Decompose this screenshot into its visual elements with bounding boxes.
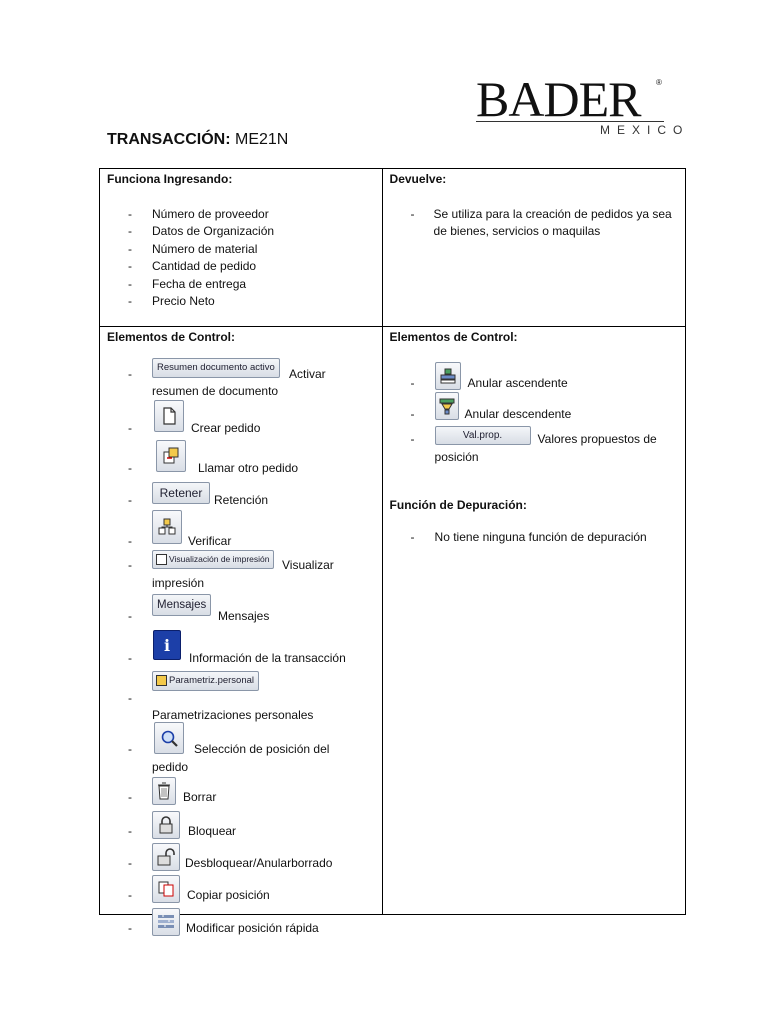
print-preview-button-label: Visualización de impresión bbox=[169, 554, 270, 564]
item-label: Copiar posición bbox=[187, 888, 270, 902]
inputs-header: Funciona Ingresando: bbox=[107, 172, 233, 186]
list-item: - Desbloquear/Anularborrado bbox=[100, 843, 370, 877]
trash-icon[interactable] bbox=[152, 777, 176, 805]
logo-registered-mark: ® bbox=[656, 78, 662, 87]
svg-text:i: i bbox=[163, 636, 171, 655]
item-label: Mensajes bbox=[218, 609, 270, 623]
item-label: Visualizar bbox=[282, 558, 334, 572]
returns-description: - Se utiliza para la creación de pedidos ya sea de bienes, servicios o maquilas bbox=[383, 206, 685, 241]
call-other-order-icon[interactable] bbox=[156, 440, 186, 472]
unlock-icon[interactable] bbox=[152, 843, 180, 871]
list-item: - Parametriz.personal Parametrizaciones personales bbox=[100, 671, 370, 721]
control-elements-right-cell: Elementos de Control: - Anular ascendente - Anular descendente - Val.prop. Valores propuestos de posición Función de Depuración: - No tiene ninguna función de depuración bbox=[382, 327, 685, 915]
logo-subtitle: MEXICO bbox=[600, 123, 690, 137]
item-label-cont: posición bbox=[434, 450, 479, 464]
debug-header: Función de Depuración: bbox=[389, 498, 527, 512]
list-item: - Copiar posición bbox=[100, 875, 370, 909]
list-item: - Bloquear bbox=[100, 811, 370, 845]
summary-document-button[interactable]: Resumen documento activo bbox=[152, 358, 280, 378]
list-item: - Llamar otro pedido bbox=[100, 440, 370, 476]
transaction-code: ME21N bbox=[235, 131, 289, 148]
item-label-cont: pedido bbox=[152, 760, 189, 774]
item-label: Valores propuestos de bbox=[537, 432, 657, 446]
returns-cell bbox=[382, 169, 685, 327]
table-row bbox=[100, 327, 686, 915]
select-position-icon[interactable] bbox=[154, 722, 184, 754]
info-icon[interactable] bbox=[153, 630, 181, 660]
quick-edit-icon[interactable] bbox=[152, 908, 180, 936]
transaction-table bbox=[99, 168, 686, 935]
item-label-cont: impresión bbox=[152, 576, 205, 590]
list-item: - Datos de Organización bbox=[100, 223, 382, 240]
returns-line-2: de bienes, servicios o maquilas bbox=[433, 224, 601, 239]
item-label: Anular ascendente bbox=[467, 376, 568, 390]
logo-wordmark: BADER bbox=[476, 71, 641, 127]
item-label: Modificar posición rápida bbox=[186, 921, 319, 935]
control-elements-header: Elementos de Control: bbox=[389, 330, 518, 344]
page-title bbox=[107, 131, 288, 149]
sort-ascending-icon[interactable] bbox=[435, 362, 461, 390]
item-label: Bloquear bbox=[188, 824, 237, 838]
item-label: Anular descendente bbox=[464, 407, 572, 421]
list-item: - Precio Neto bbox=[100, 293, 382, 310]
check-icon[interactable] bbox=[152, 510, 182, 544]
settings-icon bbox=[156, 675, 167, 686]
item-label: Crear pedido bbox=[191, 421, 261, 435]
list-item: - Modificar posición rápida bbox=[100, 908, 370, 942]
control-elements-header: Elementos de Control: bbox=[107, 330, 236, 344]
list-item: - Visualización de impresión Visualizar impresión bbox=[100, 550, 370, 594]
print-preview-button[interactable] bbox=[152, 550, 274, 569]
item-label: Información de la transacción bbox=[189, 651, 346, 665]
item-label: Selección de posición del bbox=[194, 742, 330, 756]
list-item: - Selección de posición del pedido bbox=[100, 722, 370, 770]
item-label: Desbloquear/Anularborrado bbox=[185, 856, 333, 870]
list-item: - Resumen documento activo Activar resumen de documento bbox=[100, 358, 370, 398]
table-row bbox=[100, 169, 686, 327]
logo-divider bbox=[476, 121, 664, 122]
item-label: Borrar bbox=[183, 790, 217, 804]
returns-header: Devuelve: bbox=[389, 172, 447, 186]
list-item: - Fecha de entrega bbox=[100, 276, 382, 293]
hold-button[interactable]: Retener bbox=[152, 482, 210, 504]
list-item: - i Información de la transacción bbox=[100, 630, 370, 670]
list-item: - Anular ascendente bbox=[383, 362, 678, 396]
item-label-cont: resumen de documento bbox=[152, 384, 279, 398]
control-elements-left-cell bbox=[100, 327, 383, 935]
list-item: - Mensajes Mensajes bbox=[100, 593, 370, 629]
lock-icon[interactable] bbox=[152, 811, 180, 839]
list-item: - Número de material bbox=[100, 241, 382, 258]
list-item: - Retener Retención bbox=[100, 480, 370, 510]
title-label: TRANSACCIÓN: bbox=[107, 131, 231, 148]
item-label: Retención bbox=[214, 493, 269, 507]
item-label: Parametrizaciones personales bbox=[152, 708, 314, 722]
list-item: - Número de proveedor bbox=[100, 206, 382, 223]
list-item: - Verificar bbox=[100, 510, 370, 550]
item-label: Activar bbox=[289, 367, 326, 381]
copy-icon[interactable] bbox=[152, 875, 180, 903]
item-label: Llamar otro pedido bbox=[198, 461, 299, 475]
print-preview-icon bbox=[156, 554, 167, 565]
company-logo bbox=[476, 71, 698, 140]
list-item: - Val.prop. Valores propuestos de posición bbox=[383, 426, 678, 470]
list-item: - Crear pedido bbox=[100, 400, 370, 436]
debug-item-label: No tiene ninguna función de depuración bbox=[434, 530, 647, 544]
create-document-icon[interactable] bbox=[154, 400, 184, 432]
list-item: - Anular descendente bbox=[383, 392, 678, 426]
messages-button[interactable]: Mensajes bbox=[152, 594, 211, 616]
inputs-list bbox=[100, 206, 382, 310]
list-item: - Borrar bbox=[100, 777, 370, 811]
personal-settings-button-label: Parametriz.personal bbox=[169, 675, 255, 686]
proposed-values-button[interactable]: Val.prop. bbox=[435, 426, 531, 445]
personal-settings-button[interactable] bbox=[152, 671, 259, 691]
inputs-cell bbox=[100, 169, 383, 327]
item-label: Verificar bbox=[188, 534, 232, 548]
list-item: - Cantidad de pedido bbox=[100, 258, 382, 275]
returns-line-1: Se utiliza para la creación de pedidos ya sea bbox=[433, 207, 672, 221]
sort-descending-icon[interactable] bbox=[435, 392, 459, 420]
